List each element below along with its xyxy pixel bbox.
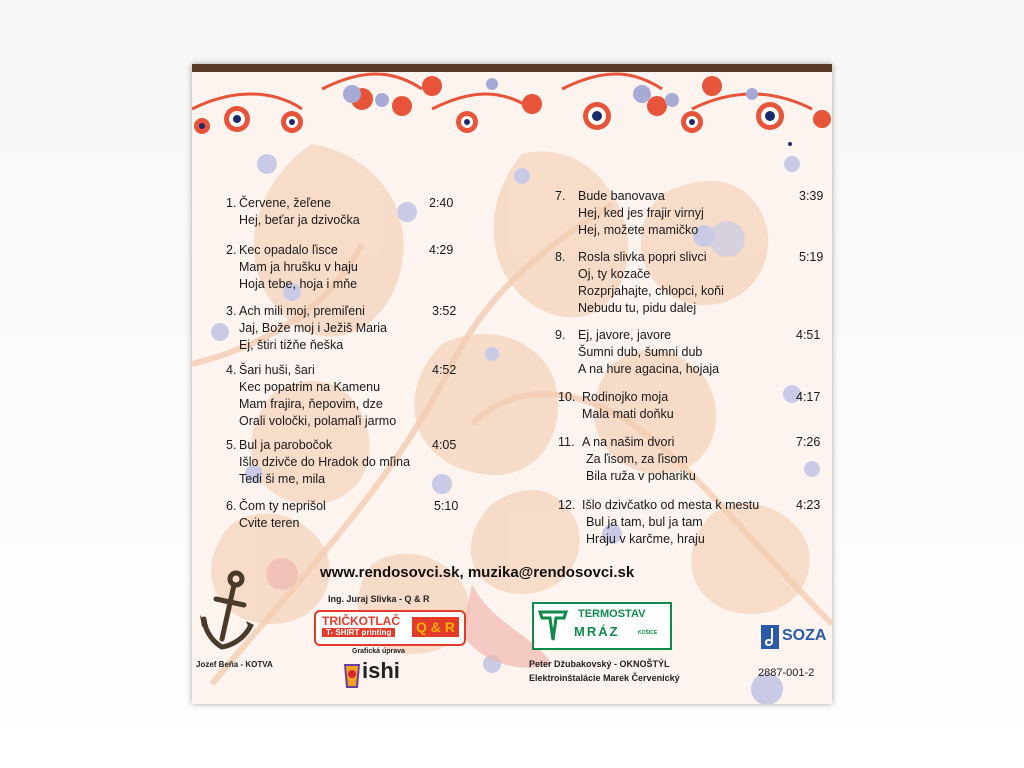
soza-label: SOZA bbox=[782, 627, 827, 644]
track-number: 9. bbox=[555, 328, 566, 342]
track-subtitle: Hej, možete mamičko bbox=[578, 223, 699, 237]
track-number: 6. bbox=[226, 499, 237, 513]
track-subtitle: Ej, štiri tižňe ňeška bbox=[239, 338, 344, 352]
track-number: 12. bbox=[558, 498, 576, 512]
track-5 bbox=[226, 437, 466, 493]
track-subtitle: Hoja tebe, hoja i mňe bbox=[239, 277, 358, 291]
soza-note-icon bbox=[760, 624, 780, 650]
track-subtitle: Rozprjahajte, chlopci, koňi bbox=[578, 284, 724, 298]
track-subtitle: Hraju v karčme, hraju bbox=[586, 532, 705, 546]
track-number: 5. bbox=[226, 438, 237, 452]
kosice-label: KOŠICE bbox=[638, 630, 658, 636]
track-subtitle: A na hure agacina, hojaja bbox=[578, 362, 720, 376]
soza-logo bbox=[760, 624, 826, 652]
track-duration: 5:19 bbox=[799, 250, 824, 264]
track-duration: 2:40 bbox=[429, 196, 454, 210]
ishi-label: ishi bbox=[362, 658, 400, 683]
track-subtitle: Šumni dub, šumni dub bbox=[578, 345, 703, 359]
track-subtitle: Bila ruža v pohariku bbox=[586, 469, 696, 483]
track-subtitle: Tedi ši me, mila bbox=[239, 472, 326, 486]
anchor-icon bbox=[200, 569, 256, 654]
track-6 bbox=[226, 498, 466, 538]
termostav-logo bbox=[532, 602, 672, 650]
track-duration: 4:51 bbox=[796, 328, 821, 342]
track-title: Bude banovava bbox=[578, 189, 665, 203]
catalog-number: 2887-001-2 bbox=[758, 667, 815, 679]
track-number: 2. bbox=[226, 243, 237, 257]
termostav-emblem-icon bbox=[536, 606, 570, 644]
termostav-label: TERMOSTAV bbox=[578, 608, 646, 620]
track-number: 7. bbox=[555, 189, 566, 203]
track-title: Šari huši, šari bbox=[239, 363, 315, 377]
track-duration: 7:26 bbox=[796, 435, 821, 449]
track-title: Išlo dzivčatko od mesta k mestu bbox=[582, 498, 760, 512]
track-duration: 3:39 bbox=[799, 189, 824, 203]
track-3 bbox=[226, 303, 466, 359]
slivka-credit: Ing. Juraj Slivka - Q & R bbox=[328, 594, 430, 604]
track-subtitle: Hej, beťar ja dzivočka bbox=[239, 213, 360, 227]
track-title: Ach mili moj, premiľeni bbox=[239, 304, 365, 318]
mraz-label: MRÁZ bbox=[574, 624, 620, 639]
track-title: Kec opadalo ľisce bbox=[239, 243, 338, 257]
track-duration: 5:10 bbox=[434, 499, 459, 513]
tshirt-label: T- SHIRT printing bbox=[322, 628, 395, 637]
track-subtitle: Mam frajira, ňepovim, dze bbox=[239, 397, 383, 411]
track-4 bbox=[226, 362, 466, 434]
track-duration: 4:23 bbox=[796, 498, 821, 512]
track-subtitle: Za ľisom, za ľisom bbox=[586, 452, 688, 466]
track-subtitle: Mam ja hrušku v haju bbox=[239, 260, 358, 274]
oknostyl-credit: Peter Džubakovský - OKNOŠTÝL bbox=[529, 659, 670, 669]
contact-line: www.rendosovci.sk, muzika@rendosovci.sk bbox=[320, 564, 635, 581]
track-duration: 4:52 bbox=[432, 363, 457, 377]
track-number: 1. bbox=[226, 196, 237, 210]
track-1 bbox=[226, 195, 466, 235]
track-number: 8. bbox=[555, 250, 566, 264]
qr-logo: Q & R bbox=[412, 617, 459, 637]
track-subtitle: Bul ja tam, bul ja tam bbox=[586, 515, 703, 529]
cd-back-cover bbox=[192, 64, 832, 704]
track-subtitle: Nebudu tu, pidu dalej bbox=[578, 301, 697, 315]
trickotlac-label: TRIČKOTLAČ bbox=[322, 614, 400, 628]
track-7 bbox=[555, 188, 827, 244]
track-duration: 4:17 bbox=[796, 390, 821, 404]
track-2 bbox=[226, 242, 466, 298]
track-number: 11. bbox=[558, 435, 575, 449]
track-10 bbox=[558, 389, 827, 429]
track-duration: 4:05 bbox=[432, 438, 457, 452]
track-number: 3. bbox=[226, 304, 237, 318]
track-title: Rodinojko moja bbox=[582, 390, 669, 404]
ishi-logo bbox=[340, 658, 410, 694]
track-subtitle: Orali voločki, polamaľi jarmo bbox=[239, 414, 397, 428]
track-title: Rosla slivka popri slivci bbox=[578, 250, 707, 264]
track-title: Bul ja parobočok bbox=[239, 438, 333, 452]
track-subtitle: Kec popatrim na Kamenu bbox=[239, 380, 381, 394]
track-duration: 3:52 bbox=[432, 304, 457, 318]
trickotlac-logo bbox=[314, 610, 466, 646]
track-title: Ej, javore, javore bbox=[578, 328, 672, 342]
track-9 bbox=[555, 327, 827, 383]
track-subtitle: Išlo dzivče do Hradok do mľina bbox=[239, 455, 411, 469]
kotva-credit: Jozef Beňa - KOTVA bbox=[196, 660, 273, 669]
graficka-credit: Grafická úprava bbox=[352, 648, 405, 655]
track-subtitle: Hej, ked jes frajir virnyj bbox=[578, 206, 704, 220]
track-number: 4. bbox=[226, 363, 237, 377]
track-subtitle: Oj, ty kozače bbox=[578, 267, 651, 281]
track-title: Červene, žeľene bbox=[239, 196, 331, 210]
track-12 bbox=[558, 497, 827, 553]
track-duration: 4:29 bbox=[429, 243, 454, 257]
ishi-emblem-icon bbox=[340, 660, 364, 690]
track-subtitle: Mala mati doňku bbox=[582, 407, 674, 421]
track-11 bbox=[558, 434, 827, 490]
elektro-credit: Elektroinštalácie Marek Červenický bbox=[529, 673, 680, 683]
track-number: 10. bbox=[558, 390, 576, 404]
track-8 bbox=[555, 249, 827, 321]
track-subtitle: Jaj, Bože moj i Ježiš Maria bbox=[239, 321, 387, 335]
track-title: Čom ty neprišol bbox=[239, 499, 326, 513]
track-subtitle: Cvite teren bbox=[239, 516, 300, 530]
top-ornament-band bbox=[192, 74, 831, 146]
track-title: A na našim dvori bbox=[582, 435, 675, 449]
